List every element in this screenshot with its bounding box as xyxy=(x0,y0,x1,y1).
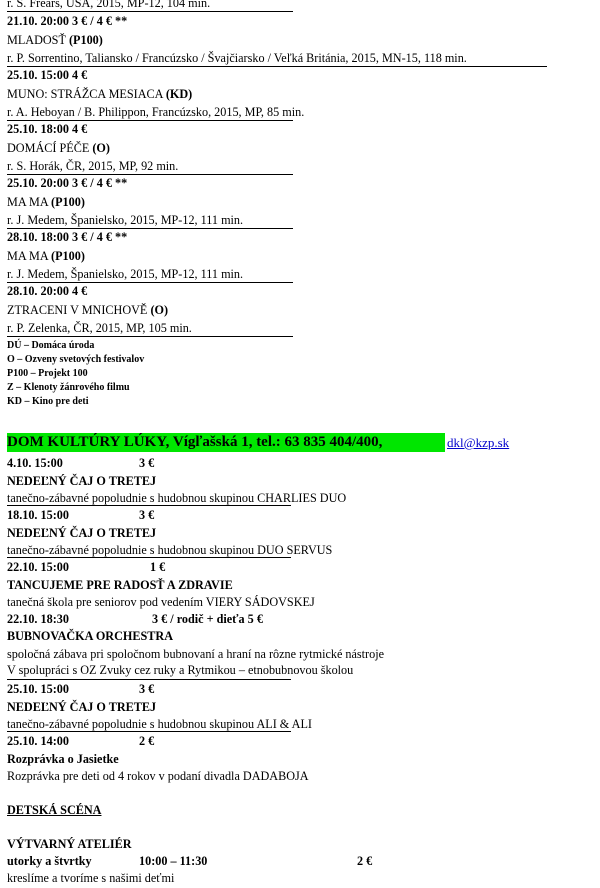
event-price: 3 € / rodič + dieťa 5 € xyxy=(152,612,263,626)
event-date-row xyxy=(7,507,154,523)
section-heading: DETSKÁ SCÉNA xyxy=(7,803,102,817)
event-description: tanečno-zábavné popoludnie s hudobnou skupinou ALI & ALI xyxy=(7,717,312,731)
film-title: MA MA xyxy=(7,195,48,209)
event-description: Rozprávka pre deti od 4 rokov v podaní divadla DADABOJA xyxy=(7,769,309,783)
divider xyxy=(7,557,291,558)
legend-item: P100 – Projekt 100 xyxy=(7,368,88,379)
film-title: MLADOSŤ xyxy=(7,33,66,47)
film-title: MA MA xyxy=(7,249,48,263)
event-date-row xyxy=(7,559,165,575)
event-price: 3 € xyxy=(139,456,155,470)
film-header: 25.10. 20:00 3 € / 4 € ** xyxy=(7,176,128,190)
film-tag: (O) xyxy=(150,303,169,317)
event-date-row xyxy=(7,455,154,471)
film-credit: r. S. Horák, ČR, 2015, MP, 92 min. xyxy=(7,159,179,173)
film-title: MUNO: STRÁŽCA MESIACA xyxy=(7,87,163,101)
film-header: 28.10. 20:00 4 € xyxy=(7,284,88,298)
divider xyxy=(7,336,293,337)
film-tag: (P100) xyxy=(51,249,85,263)
event-title: Rozprávka o Jasietke xyxy=(7,752,119,766)
film-credit: r. S. Frears, USA, 2015, MP-12, 104 min. xyxy=(7,0,211,10)
event-description: spoločná zábava pri spoločnom bubnovaní a hraní na rôzne rytmické nástroje xyxy=(7,647,385,661)
film-header: 25.10. 15:00 4 € xyxy=(7,68,88,82)
event-description: tanečno-zábavné popoludnie s hudobnou skupinou CHARLIES DUO xyxy=(7,491,347,505)
film-header: 25.10. 18:00 4 € xyxy=(7,122,88,136)
film-header: 28.10. 18:00 3 € / 4 € ** xyxy=(7,230,128,244)
legend-item: DÚ – Domáca úroda xyxy=(7,340,95,351)
event-date-row xyxy=(7,681,154,697)
film-credit: r. P. Zelenka, ČR, 2015, MP, 105 min. xyxy=(7,321,192,335)
film-title-row xyxy=(7,302,168,318)
event-date: 18.10. 15:00 xyxy=(7,508,69,522)
divider xyxy=(7,731,291,732)
event-price: 1 € xyxy=(150,560,166,574)
schedule-price: 2 € xyxy=(357,854,373,868)
event-description: tanečná škola pre seniorov pod vedením VIERY SÁDOVSKEJ xyxy=(7,595,315,609)
film-title: DOMÁCÍ PÉČE xyxy=(7,141,90,155)
event-date: 25.10. 15:00 xyxy=(7,682,69,696)
film-title-row xyxy=(7,32,103,48)
film-tag: (O) xyxy=(92,141,110,155)
event-date: 4.10. 15:00 xyxy=(7,456,63,470)
film-header: 21.10. 20:00 3 € / 4 € ** xyxy=(7,14,128,28)
event-title: NEDEĽNÝ ČAJ O TRETEJ xyxy=(7,474,157,488)
film-tag: (P100) xyxy=(51,195,85,209)
section-schedule-row xyxy=(7,853,372,869)
event-date-row xyxy=(7,733,154,749)
film-title: ZTRACENI V MNICHOVĚ xyxy=(7,303,148,317)
event-title: NEDEĽNÝ ČAJ O TRETEJ xyxy=(7,526,157,540)
film-title-row xyxy=(7,86,192,102)
event-date-row xyxy=(7,611,263,627)
film-title-row xyxy=(7,248,85,264)
event-date: 25.10. 14:00 xyxy=(7,734,69,748)
schedule-time: 10:00 – 11:30 xyxy=(139,854,208,868)
section-item-title: VÝTVARNÝ ATELIÉR xyxy=(7,837,132,851)
venue-banner: DOM KULTÚRY LÚKY, Vígľašská 1, tel.: 63 835 404/400, xyxy=(7,433,445,452)
event-price: 3 € xyxy=(139,508,155,522)
event-title: BUBNOVAČKA ORCHESTRA xyxy=(7,629,174,643)
event-title: NEDEĽNÝ ČAJ O TRETEJ xyxy=(7,700,157,714)
film-credit: r. J. Medem, Španielsko, 2015, MP-12, 111 min. xyxy=(7,267,244,281)
legend-item: O – Ozveny svetových festivalov xyxy=(7,354,145,365)
email-link[interactable]: dkl@kzp.sk xyxy=(447,435,510,450)
legend-item: KD – Kino pre deti xyxy=(7,396,89,407)
event-price: 2 € xyxy=(139,734,155,748)
film-credit: r. A. Heboyan / B. Philippon, Francúzsko, 2015, MP, 85 min. xyxy=(7,105,305,119)
event-price: 3 € xyxy=(139,682,155,696)
event-date: 22.10. 18:30 xyxy=(7,612,69,626)
legend-item: Z – Klenoty žánrového filmu xyxy=(7,382,130,393)
event-title: TANCUJEME PRE RADOSŤ A ZDRAVIE xyxy=(7,578,233,592)
film-title-row xyxy=(7,140,110,156)
film-tag: (P100) xyxy=(68,33,103,47)
film-tag: (KD) xyxy=(165,87,193,101)
film-credit: r. P. Sorrentino, Taliansko / Francúzsko / Švajčiarsko / Veľká Británia, 2015, MN-15, 118 min. xyxy=(7,51,467,65)
divider xyxy=(7,66,547,67)
film-title-row xyxy=(7,194,85,210)
divider xyxy=(7,11,293,12)
schedule-days: utorky a štvrtky xyxy=(7,854,92,868)
event-date: 22.10. 15:00 xyxy=(7,560,69,574)
film-credit: r. J. Medem, Španielsko, 2015, MP-12, 111 min. xyxy=(7,213,244,227)
event-description: V spolupráci s OZ Zvuky cez ruky a Rytmikou – etnobubnovou školou xyxy=(7,663,354,677)
section-description: kreslíme a tvoríme s našimi deťmi xyxy=(7,871,175,885)
divider xyxy=(7,505,291,506)
divider xyxy=(7,679,291,680)
event-description: tanečno-zábavné popoludnie s hudobnou skupinou DUO SERVUS xyxy=(7,543,333,557)
